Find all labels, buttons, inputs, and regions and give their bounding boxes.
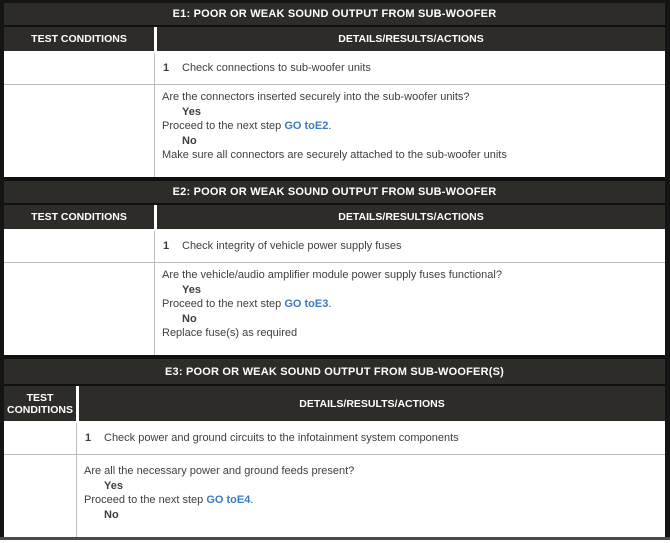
section-title-bar [4,359,665,384]
go-to-e3-link[interactable]: GO toE3 [284,298,329,310]
result-cell [154,263,665,355]
no-label: No [104,508,119,521]
section-title-bar [4,181,665,203]
section-title: E3: POOR OR WEAK SOUND OUTPUT FROM SUB-WOOFER(S) [165,365,504,378]
period: . [328,298,332,310]
test-conditions-cell [4,263,154,355]
no-action-text: Replace fuse(s) as required [162,327,298,339]
yes-action-line [162,297,659,312]
step-number: 1 [163,62,170,74]
period: . [250,494,254,506]
period: . [328,120,332,132]
section-title: E2: POOR OR WEAK SOUND OUTPUT FROM SUB-WOOFER [172,186,497,198]
step-text: Check connections to sub-woofer units [182,62,371,74]
table-row [4,231,665,263]
test-conditions-header: TEST CONDITIONS [4,27,154,51]
yes-action-text: Proceed to the next step [162,298,285,310]
result-cell [76,455,665,537]
column-header-row [4,386,665,421]
step-cell [154,231,665,262]
step-text: Check integrity of vehicle power supply fuses [182,240,402,252]
section-title-bar [4,3,665,25]
section-title: E1: POOR OR WEAK SOUND OUTPUT FROM SUB-WOOFER [172,8,497,20]
details-results-actions-header: DETAILS/RESULTS/ACTIONS [157,205,665,229]
section-e1 [4,3,665,177]
yes-action-text: Proceed to the next step [162,120,285,132]
test-conditions-cell [4,85,154,177]
yes-label: Yes [104,479,123,492]
column-header-row [4,27,665,51]
yes-action-line [162,119,659,134]
table-row [4,263,665,355]
table-row [4,53,665,85]
test-conditions-cell [4,455,76,537]
table-bottom-border [0,537,670,540]
step-number: 1 [163,240,170,252]
yes-action-text: Proceed to the next step [84,494,207,506]
section-e2 [4,181,665,355]
table-row [4,85,665,177]
yes-label: Yes [182,105,201,118]
step-number: 1 [85,432,92,444]
no-label: No [182,134,197,147]
no-action-text: Make sure all connectors are securely attached to the sub-woofer units [162,149,507,161]
table-row [4,423,665,455]
yes-label: Yes [182,283,201,296]
no-label: No [182,312,197,325]
question-text: Are the vehicle/audio amplifier module power supply fuses functional? [162,269,502,281]
go-to-e4-link[interactable]: GO toE4 [206,494,251,506]
test-conditions-cell [4,53,154,84]
yes-action-line [84,493,659,508]
column-header-row [4,205,665,229]
test-conditions-cell [4,231,154,262]
test-conditions-cell [4,423,76,454]
step-cell [154,53,665,84]
test-conditions-header: TEST CONDITIONS [4,386,76,421]
details-results-actions-header: DETAILS/RESULTS/ACTIONS [79,386,665,421]
test-conditions-header: TEST CONDITIONS [4,205,154,229]
question-text: Are all the necessary power and ground feeds present? [84,465,355,477]
table-row [4,455,665,537]
step-cell [76,423,665,454]
question-text: Are the connectors inserted securely into the sub-woofer units? [162,91,470,103]
details-results-actions-header: DETAILS/RESULTS/ACTIONS [157,27,665,51]
step-text: Check power and ground circuits to the infotainment system components [104,432,459,444]
section-e3 [4,359,665,537]
go-to-e2-link[interactable]: GO toE2 [284,120,329,132]
result-cell [154,85,665,177]
